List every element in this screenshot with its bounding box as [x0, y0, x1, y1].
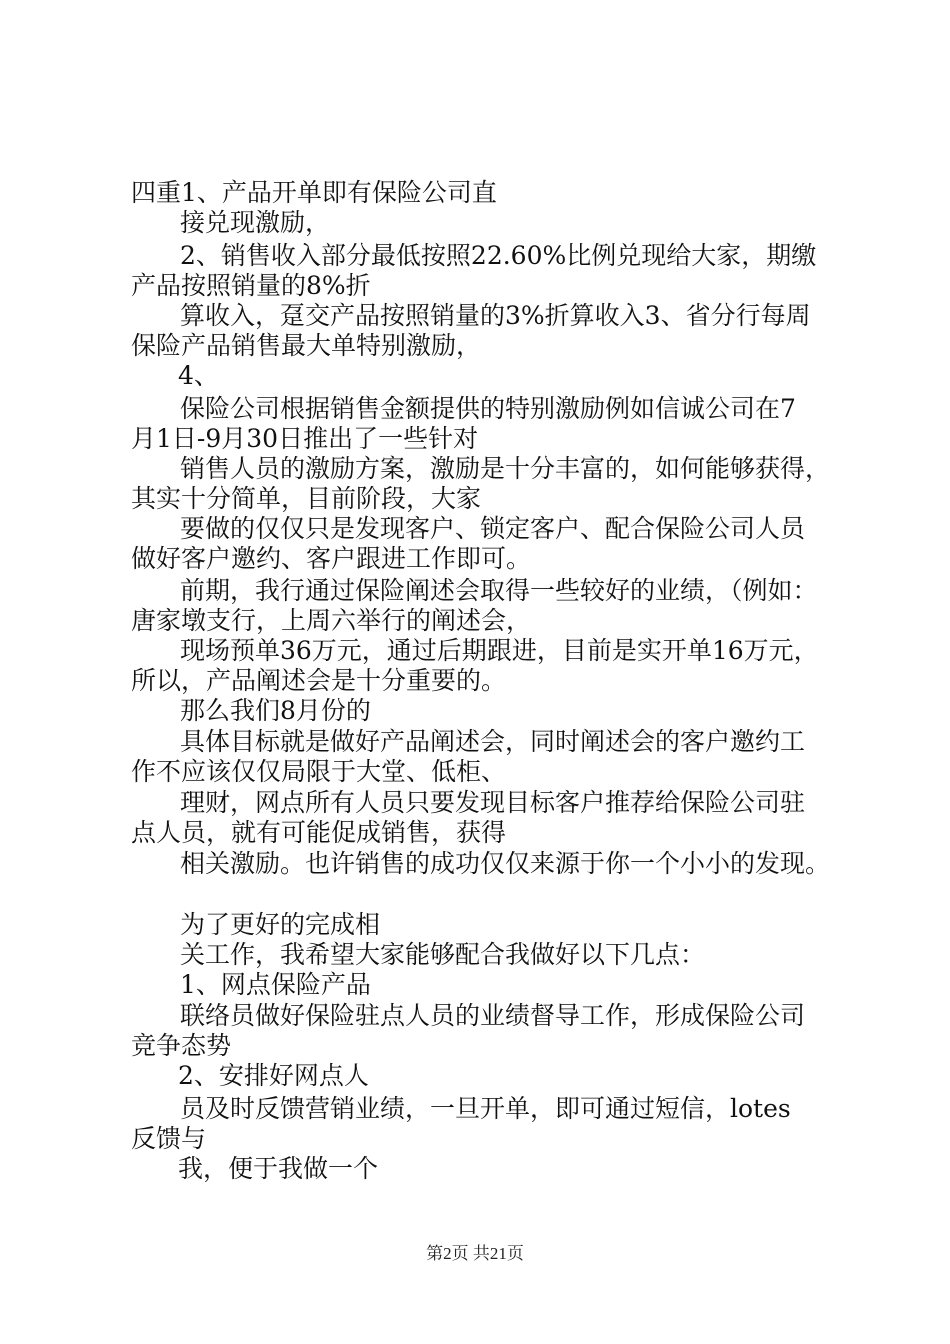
text-line: 产品按照销量的8%折: [131, 271, 371, 300]
text-line: 接兑现激励，: [180, 208, 331, 237]
text-line: 前期，我行通过保险阐述会取得一些较好的业绩，（例如：: [180, 576, 818, 605]
text-line: 月1日-9月30日推出了一些针对: [131, 424, 479, 453]
text-line: 其实十分简单，目前阶段，大家: [131, 484, 482, 513]
page-number-footer: 第2页 共21页: [426, 1244, 524, 1263]
text-line: 2、销售收入部分最低按照22.60%比例兑现给大家，期缴: [180, 241, 817, 270]
text-line: 要做的仅仅只是发现客户、锁定客户、配合保险公司人员: [180, 514, 806, 543]
text-line: 算收入，趸交产品按照销量的3%折算收入3、省分行每周: [180, 301, 811, 330]
text-line: 为了更好的完成相: [180, 910, 381, 939]
text-line: 4、: [178, 361, 219, 390]
text-line: 唐家墩支行，上周六举行的阐述会，: [131, 606, 532, 635]
text-line: 相关激励。也许销售的成功仅仅来源于你一个小小的发现。: [180, 849, 831, 878]
text-line: 做好客户邀约、客户跟进工作即可。: [131, 544, 532, 573]
text-line: 2、安排好网点人: [178, 1061, 369, 1090]
text-line: 保险公司根据销售金额提供的特别激励例如信诚公司在7: [180, 394, 796, 423]
text-line: 员及时反馈营销业绩，一旦开单，即可通过短信，lotes: [180, 1094, 791, 1123]
text-line: 四重1、产品开单即有保险公司直: [131, 178, 497, 207]
text-line: 作不应该仅仅局限于大堂、低柜、: [131, 757, 507, 786]
text-line: 我，便于我做一个: [178, 1154, 379, 1183]
text-line: 联络员做好保险驻点人员的业绩督导工作，形成保险公司: [180, 1001, 806, 1030]
text-line: 那么我们8月份的: [180, 696, 371, 725]
text-line: 竞争态势: [131, 1031, 232, 1060]
text-line: 反馈与: [131, 1124, 207, 1153]
text-line: 点人员，就有可能促成销售，获得: [131, 818, 507, 847]
text-line: 现场预单36万元，通过后期跟进，目前是实开单16万元，: [180, 636, 819, 665]
text-line: 具体目标就是做好产品阐述会，同时阐述会的客户邀约工: [180, 727, 806, 756]
text-line: 1、网点保险产品: [180, 970, 371, 999]
text-line: 销售人员的激励方案，激励是十分丰富的，如何能够获得，: [180, 454, 831, 483]
text-line: 保险产品销售最大单特别激励，: [131, 331, 482, 360]
text-line: 关工作，我希望大家能够配合我做好以下几点：: [180, 940, 706, 969]
text-line: 理财，网点所有人员只要发现目标客户推荐给保险公司驻: [180, 788, 806, 817]
text-line: 所以，产品阐述会是十分重要的。: [131, 666, 507, 695]
